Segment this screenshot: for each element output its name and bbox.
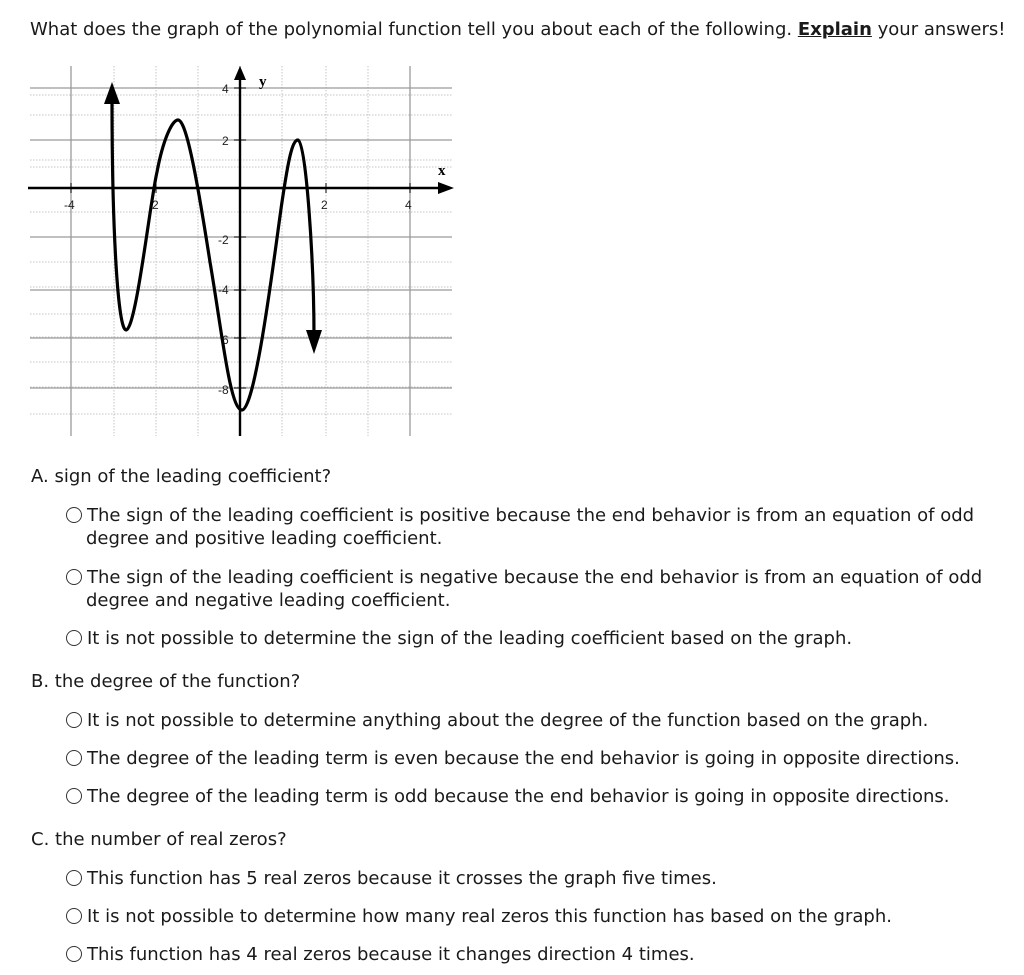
option-c1[interactable] bbox=[66, 867, 717, 890]
x-axis-label: x bbox=[438, 163, 446, 179]
option-text: It is not possible to determine how many real zeros this function has based on the graph. bbox=[87, 906, 892, 927]
prompt-text: What does the graph of the polynomial function tell you about each of the following. bbox=[30, 19, 798, 40]
option-text: The degree of the leading term is even because the end behavior is going in opposite directions. bbox=[87, 748, 960, 769]
y-tick-label: -8 bbox=[218, 383, 229, 397]
option-text: The degree of the leading term is odd because the end behavior is going in opposite directions. bbox=[87, 786, 950, 807]
y-tick-label: 2 bbox=[222, 134, 229, 148]
option-b3[interactable] bbox=[66, 785, 950, 808]
option-text: The sign of the leading coefficient is positive because the end behavior is from an equation of odd bbox=[87, 505, 975, 526]
left-end-arrowhead bbox=[104, 82, 120, 104]
option-text: This function has 4 real zeros because it changes direction 4 times. bbox=[87, 944, 695, 965]
question-prompt bbox=[30, 19, 1005, 40]
y-tick-label: 4 bbox=[222, 82, 229, 96]
question-a-label: A. sign of the leading coefficient? bbox=[31, 466, 332, 487]
right-end-arrowhead bbox=[306, 330, 322, 354]
y-tick-label: -2 bbox=[218, 233, 229, 247]
axes bbox=[28, 78, 444, 436]
radio-button[interactable] bbox=[66, 788, 82, 804]
radio-button[interactable] bbox=[66, 630, 82, 646]
y-axis-arrowhead bbox=[234, 66, 246, 80]
option-b2[interactable] bbox=[66, 747, 960, 770]
radio-button[interactable] bbox=[66, 569, 82, 585]
question-b-label: B. the degree of the function? bbox=[31, 671, 301, 692]
option-a1[interactable] bbox=[66, 504, 974, 550]
polynomial-curve bbox=[112, 98, 314, 410]
option-c2[interactable] bbox=[66, 905, 892, 928]
question-c-label: C. the number of real zeros? bbox=[31, 829, 287, 850]
radio-button[interactable] bbox=[66, 946, 82, 962]
option-b1[interactable] bbox=[66, 709, 928, 732]
radio-button[interactable] bbox=[66, 712, 82, 728]
radio-button[interactable] bbox=[66, 507, 82, 523]
x-tick-label: 2 bbox=[152, 198, 159, 212]
radio-button[interactable] bbox=[66, 750, 82, 766]
x-tick-label: 4 bbox=[405, 198, 412, 212]
y-tick-label: -4 bbox=[218, 283, 229, 297]
option-text-continued: degree and positive leading coefficient. bbox=[86, 528, 443, 549]
prompt-text-end: your answers! bbox=[871, 19, 1006, 40]
x-tick-label: 2 bbox=[321, 198, 328, 212]
option-text-continued: degree and negative leading coefficient. bbox=[86, 590, 451, 611]
option-text: This function has 5 real zeros because it crosses the graph five times. bbox=[87, 868, 717, 889]
option-text: It is not possible to determine anything about the degree of the function based on the graph. bbox=[87, 710, 929, 731]
option-text: It is not possible to determine the sign of the leading coefficient based on the graph. bbox=[87, 628, 853, 649]
prompt-emphasis: Explain bbox=[797, 19, 872, 40]
y-axis-label: y bbox=[259, 74, 267, 90]
x-axis-arrowhead bbox=[438, 182, 454, 194]
radio-button[interactable] bbox=[66, 870, 82, 886]
option-text: The sign of the leading coefficient is negative because the end behavior is from an equation of odd bbox=[87, 567, 983, 588]
polynomial-graph bbox=[26, 62, 456, 440]
option-a3[interactable] bbox=[66, 627, 852, 650]
y-tick-label: 6 bbox=[222, 333, 229, 347]
option-c3[interactable] bbox=[66, 943, 695, 966]
x-tick-label: -4 bbox=[64, 198, 75, 212]
option-a2[interactable] bbox=[66, 566, 982, 612]
radio-button[interactable] bbox=[66, 908, 82, 924]
